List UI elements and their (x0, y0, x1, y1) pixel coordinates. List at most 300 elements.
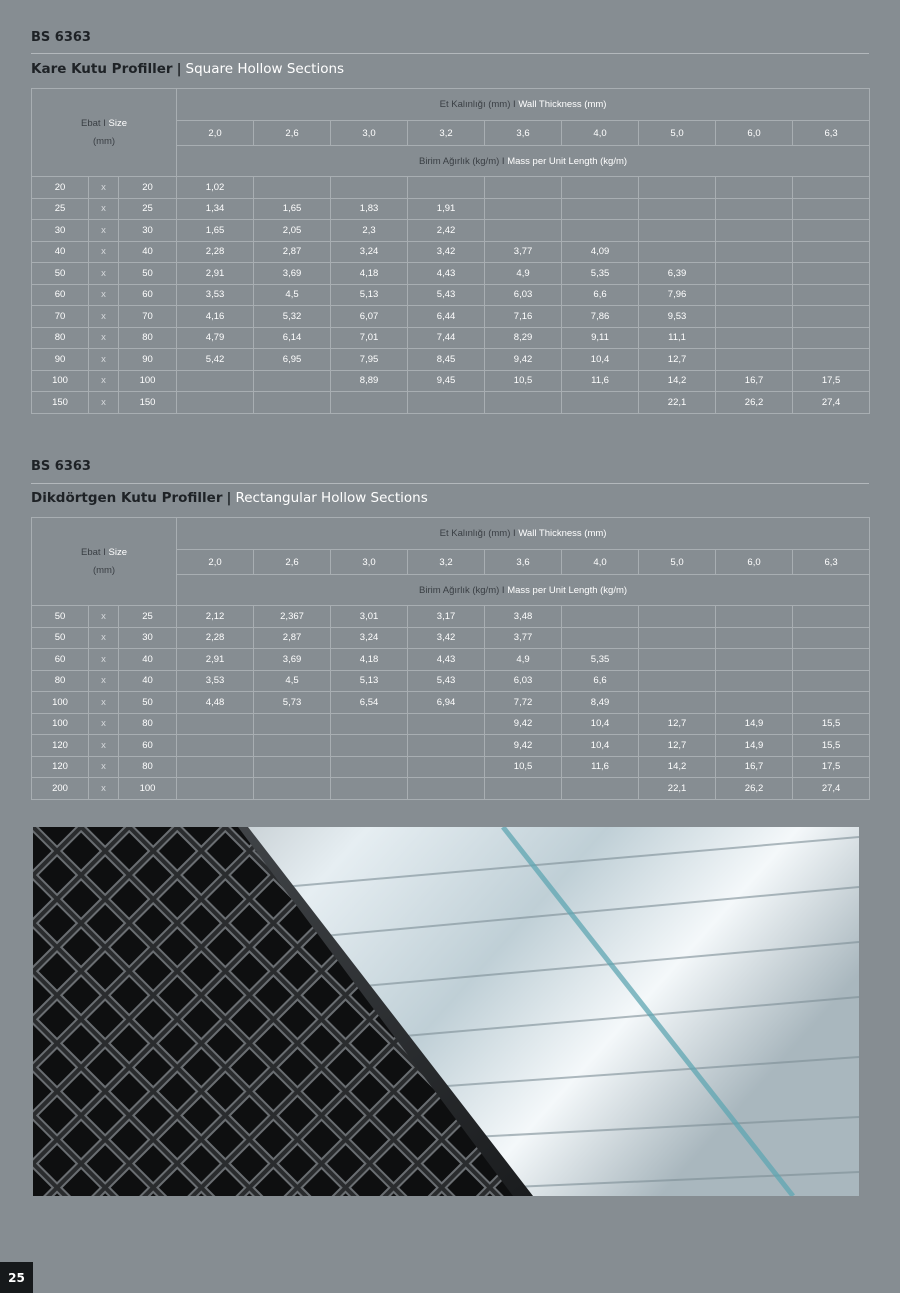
mass-value-cell: 2,28 (177, 627, 254, 649)
rect-thickness-header: 3,2 (408, 550, 485, 575)
mass-value-cell: 4,18 (331, 649, 408, 671)
rect-thickness-header: 4,0 (562, 550, 639, 575)
size-a-cell: 80 (32, 670, 89, 692)
mass-value-cell (331, 713, 408, 735)
rect-title-separator: | (226, 490, 232, 506)
size-b-cell: 30 (119, 220, 177, 242)
rect-section-title (31, 490, 428, 506)
rect-title-en: Rectangular Hollow Sections (235, 490, 428, 506)
mass-value-cell: 6,44 (408, 306, 485, 328)
mass-value-cell (793, 606, 870, 628)
mass-value-cell: 3,24 (331, 241, 408, 263)
square-thickness-header: 6,0 (716, 121, 793, 146)
mass-value-cell (485, 220, 562, 242)
size-b-cell: 25 (119, 198, 177, 220)
rect-size-header: Ebat I Size (mm) (32, 518, 177, 606)
mass-value-cell (793, 220, 870, 242)
mass-value-cell (331, 735, 408, 757)
size-b-cell: 60 (119, 284, 177, 306)
mass-value-cell: 2,05 (254, 220, 331, 242)
size-b-cell: 90 (119, 349, 177, 371)
table-row (32, 606, 870, 628)
mass-value-cell: 17,5 (793, 756, 870, 778)
mass-value-cell: 6,07 (331, 306, 408, 328)
mass-value-cell (408, 756, 485, 778)
mass-value-cell: 5,13 (331, 284, 408, 306)
mass-value-cell: 1,91 (408, 198, 485, 220)
size-x-cell: x (89, 627, 119, 649)
mass-value-cell: 1,34 (177, 198, 254, 220)
mass-value-cell: 22,1 (639, 392, 716, 414)
mass-value-cell: 26,2 (716, 778, 793, 800)
mass-value-cell: 7,44 (408, 327, 485, 349)
size-a-cell: 50 (32, 606, 89, 628)
mass-value-cell (716, 263, 793, 285)
mass-value-cell: 3,17 (408, 606, 485, 628)
mass-value-cell (331, 756, 408, 778)
mass-value-cell: 11,6 (562, 370, 639, 392)
mass-value-cell: 7,16 (485, 306, 562, 328)
mass-value-cell: 3,77 (485, 241, 562, 263)
size-b-cell: 70 (119, 306, 177, 328)
table-row (32, 220, 870, 242)
square-thickness-header: 2,0 (177, 121, 254, 146)
mass-value-cell: 1,02 (177, 177, 254, 199)
mass-value-cell: 2,367 (254, 606, 331, 628)
mass-value-cell: 27,4 (793, 778, 870, 800)
mass-value-cell: 10,5 (485, 370, 562, 392)
size-x-cell: x (89, 370, 119, 392)
table-row (32, 649, 870, 671)
mass-value-cell: 6,39 (639, 263, 716, 285)
size-b-cell: 50 (119, 263, 177, 285)
size-a-cell: 60 (32, 284, 89, 306)
mass-value-cell (562, 627, 639, 649)
mass-value-cell: 2,42 (408, 220, 485, 242)
mass-value-cell (485, 198, 562, 220)
mass-value-cell: 4,43 (408, 649, 485, 671)
mass-value-cell: 4,43 (408, 263, 485, 285)
mass-value-cell: 4,79 (177, 327, 254, 349)
mass-value-cell: 5,43 (408, 284, 485, 306)
mass-value-cell: 14,2 (639, 370, 716, 392)
size-b-cell: 80 (119, 713, 177, 735)
mass-value-cell (716, 284, 793, 306)
size-b-cell: 30 (119, 627, 177, 649)
size-x-cell: x (89, 670, 119, 692)
mass-value-cell: 7,86 (562, 306, 639, 328)
mass-value-cell (485, 392, 562, 414)
mass-value-cell: 22,1 (639, 778, 716, 800)
mass-value-cell: 7,72 (485, 692, 562, 714)
square-thickness-header: 2,6 (254, 121, 331, 146)
size-a-cell: 25 (32, 198, 89, 220)
mass-value-cell (639, 692, 716, 714)
mass-value-cell: 6,6 (562, 670, 639, 692)
size-x-cell: x (89, 392, 119, 414)
mass-value-cell (639, 606, 716, 628)
mass-value-cell: 9,11 (562, 327, 639, 349)
square-title-separator: | (176, 61, 182, 77)
mass-value-cell: 5,32 (254, 306, 331, 328)
mass-value-cell: 12,7 (639, 713, 716, 735)
square-wall-thickness-header: Et Kalınlığı (mm) I Wall Thickness (mm) (177, 89, 870, 121)
square-thickness-header: 3,0 (331, 121, 408, 146)
rect-divider (31, 483, 869, 484)
rect-table (31, 517, 870, 800)
size-x-cell: x (89, 692, 119, 714)
mass-value-cell (716, 670, 793, 692)
size-b-cell: 100 (119, 370, 177, 392)
size-x-cell: x (89, 649, 119, 671)
mass-value-cell: 2,3 (331, 220, 408, 242)
mass-value-cell: 1,83 (331, 198, 408, 220)
mass-value-cell: 14,2 (639, 756, 716, 778)
mass-value-cell: 8,49 (562, 692, 639, 714)
mass-value-cell: 1,65 (177, 220, 254, 242)
mass-value-cell: 7,01 (331, 327, 408, 349)
mass-value-cell: 1,65 (254, 198, 331, 220)
mass-value-cell: 10,4 (562, 713, 639, 735)
mass-value-cell (639, 177, 716, 199)
size-x-cell: x (89, 327, 119, 349)
rect-thickness-header: 2,6 (254, 550, 331, 575)
mass-value-cell (408, 392, 485, 414)
table-row (32, 692, 870, 714)
mass-value-cell: 4,09 (562, 241, 639, 263)
table-row (32, 756, 870, 778)
mass-value-cell: 3,24 (331, 627, 408, 649)
mass-value-cell: 11,1 (639, 327, 716, 349)
rect-title-tr: Dikdörtgen Kutu Profiller (31, 490, 223, 506)
size-a-cell: 100 (32, 713, 89, 735)
mass-value-cell (408, 177, 485, 199)
size-b-cell: 80 (119, 327, 177, 349)
size-a-cell: 90 (32, 349, 89, 371)
table-row (32, 713, 870, 735)
mass-value-cell (562, 198, 639, 220)
mass-value-cell: 5,42 (177, 349, 254, 371)
mass-value-cell (716, 349, 793, 371)
mass-value-cell: 5,43 (408, 670, 485, 692)
mass-value-cell: 16,7 (716, 756, 793, 778)
mass-value-cell (716, 692, 793, 714)
steel-tubes-illustration (33, 827, 859, 1196)
rect-standard-label: BS 6363 (31, 459, 91, 474)
mass-value-cell (254, 370, 331, 392)
mass-value-cell (485, 778, 562, 800)
size-a-cell: 120 (32, 756, 89, 778)
mass-value-cell: 3,48 (485, 606, 562, 628)
mass-value-cell (716, 177, 793, 199)
size-b-cell: 60 (119, 735, 177, 757)
size-a-cell: 40 (32, 241, 89, 263)
mass-value-cell: 4,9 (485, 649, 562, 671)
square-title-en: Square Hollow Sections (185, 61, 345, 77)
mass-value-cell (639, 627, 716, 649)
mass-value-cell: 9,42 (485, 349, 562, 371)
size-b-cell: 100 (119, 778, 177, 800)
mass-value-cell: 4,18 (331, 263, 408, 285)
size-x-cell: x (89, 349, 119, 371)
mass-value-cell (177, 370, 254, 392)
size-x-cell: x (89, 198, 119, 220)
mass-value-cell (793, 627, 870, 649)
page-number: 25 (0, 1262, 33, 1293)
mass-value-cell (331, 177, 408, 199)
table-row (32, 263, 870, 285)
mass-value-cell: 5,35 (562, 263, 639, 285)
mass-value-cell (639, 670, 716, 692)
mass-value-cell (408, 735, 485, 757)
size-x-cell: x (89, 756, 119, 778)
mass-value-cell (562, 778, 639, 800)
size-x-cell: x (89, 735, 119, 757)
mass-value-cell: 16,7 (716, 370, 793, 392)
mass-value-cell (254, 177, 331, 199)
rect-thickness-header: 3,6 (485, 550, 562, 575)
mass-value-cell: 4,48 (177, 692, 254, 714)
size-x-cell: x (89, 713, 119, 735)
table-row (32, 670, 870, 692)
size-b-cell: 80 (119, 756, 177, 778)
square-thickness-header: 3,6 (485, 121, 562, 146)
mass-value-cell (716, 220, 793, 242)
mass-value-cell (716, 241, 793, 263)
rect-thickness-header: 5,0 (639, 550, 716, 575)
mass-value-cell (177, 735, 254, 757)
size-x-cell: x (89, 284, 119, 306)
table-row (32, 370, 870, 392)
mass-value-cell (562, 220, 639, 242)
rect-wall-thickness-header: Et Kalınlığı (mm) I Wall Thickness (mm) (177, 518, 870, 550)
mass-value-cell (793, 327, 870, 349)
size-x-cell: x (89, 177, 119, 199)
mass-value-cell: 8,89 (331, 370, 408, 392)
mass-value-cell: 4,9 (485, 263, 562, 285)
mass-value-cell (793, 649, 870, 671)
table-row (32, 627, 870, 649)
table-row (32, 198, 870, 220)
size-b-cell: 40 (119, 649, 177, 671)
mass-value-cell: 5,73 (254, 692, 331, 714)
mass-value-cell (177, 778, 254, 800)
mass-value-cell (716, 606, 793, 628)
mass-value-cell (331, 778, 408, 800)
mass-value-cell (793, 349, 870, 371)
mass-value-cell: 2,91 (177, 263, 254, 285)
size-x-cell: x (89, 606, 119, 628)
mass-value-cell (562, 606, 639, 628)
mass-value-cell: 9,42 (485, 713, 562, 735)
mass-value-cell: 12,7 (639, 349, 716, 371)
mass-value-cell (716, 198, 793, 220)
square-divider (31, 53, 869, 54)
mass-value-cell: 4,5 (254, 284, 331, 306)
mass-value-cell: 6,14 (254, 327, 331, 349)
size-x-cell: x (89, 778, 119, 800)
mass-value-cell (793, 670, 870, 692)
mass-value-cell: 15,5 (793, 735, 870, 757)
size-a-cell: 60 (32, 649, 89, 671)
mass-value-cell (254, 735, 331, 757)
size-a-cell: 100 (32, 692, 89, 714)
mass-value-cell (331, 392, 408, 414)
mass-value-cell: 3,53 (177, 670, 254, 692)
mass-value-cell (716, 306, 793, 328)
mass-value-cell (793, 284, 870, 306)
mass-value-cell: 3,01 (331, 606, 408, 628)
mass-value-cell: 2,87 (254, 241, 331, 263)
mass-value-cell: 27,4 (793, 392, 870, 414)
mass-value-cell (793, 241, 870, 263)
mass-value-cell: 10,5 (485, 756, 562, 778)
size-b-cell: 20 (119, 177, 177, 199)
mass-value-cell: 10,4 (562, 349, 639, 371)
mass-value-cell: 5,35 (562, 649, 639, 671)
square-thickness-header: 4,0 (562, 121, 639, 146)
rect-thickness-header: 2,0 (177, 550, 254, 575)
mass-value-cell: 9,42 (485, 735, 562, 757)
mass-value-cell: 6,95 (254, 349, 331, 371)
mass-value-cell: 15,5 (793, 713, 870, 735)
size-a-cell: 80 (32, 327, 89, 349)
mass-value-cell (485, 177, 562, 199)
mass-value-cell: 14,9 (716, 713, 793, 735)
mass-value-cell: 4,16 (177, 306, 254, 328)
table-row (32, 778, 870, 800)
size-x-cell: x (89, 263, 119, 285)
mass-value-cell: 6,03 (485, 670, 562, 692)
mass-value-cell (793, 306, 870, 328)
size-x-cell: x (89, 241, 119, 263)
mass-value-cell (716, 649, 793, 671)
size-a-cell: 70 (32, 306, 89, 328)
mass-value-cell (177, 713, 254, 735)
square-section-title (31, 61, 344, 77)
mass-value-cell (716, 627, 793, 649)
mass-value-cell: 12,7 (639, 735, 716, 757)
mass-value-cell (639, 241, 716, 263)
size-a-cell: 50 (32, 627, 89, 649)
mass-value-cell (793, 198, 870, 220)
mass-value-cell: 3,77 (485, 627, 562, 649)
square-thickness-header: 6,3 (793, 121, 870, 146)
mass-value-cell: 6,94 (408, 692, 485, 714)
mass-value-cell (562, 392, 639, 414)
size-a-cell: 50 (32, 263, 89, 285)
size-a-cell: 150 (32, 392, 89, 414)
size-b-cell: 150 (119, 392, 177, 414)
size-a-cell: 30 (32, 220, 89, 242)
mass-value-cell (639, 198, 716, 220)
square-size-header: Ebat I Size (mm) (32, 89, 177, 177)
mass-value-cell: 3,42 (408, 241, 485, 263)
square-title-tr: Kare Kutu Profiller (31, 61, 173, 77)
mass-value-cell: 8,45 (408, 349, 485, 371)
mass-value-cell: 14,9 (716, 735, 793, 757)
mass-value-cell (177, 756, 254, 778)
size-a-cell: 200 (32, 778, 89, 800)
square-thickness-header: 5,0 (639, 121, 716, 146)
mass-value-cell: 26,2 (716, 392, 793, 414)
table-row (32, 735, 870, 757)
size-a-cell: 120 (32, 735, 89, 757)
size-b-cell: 40 (119, 670, 177, 692)
mass-value-cell (408, 778, 485, 800)
table-row (32, 241, 870, 263)
steel-tubes-photo (33, 827, 859, 1196)
square-table (31, 88, 870, 414)
mass-value-cell: 3,53 (177, 284, 254, 306)
mass-value-cell: 10,4 (562, 735, 639, 757)
mass-value-cell: 17,5 (793, 370, 870, 392)
mass-value-cell: 3,69 (254, 263, 331, 285)
mass-value-cell: 6,54 (331, 692, 408, 714)
mass-value-cell (639, 649, 716, 671)
table-row (32, 284, 870, 306)
square-standard-label: BS 6363 (31, 30, 91, 45)
mass-value-cell (408, 713, 485, 735)
mass-value-cell: 2,87 (254, 627, 331, 649)
mass-value-cell (177, 392, 254, 414)
size-b-cell: 50 (119, 692, 177, 714)
square-mass-header: Birim Ağırlık (kg/m) I Mass per Unit Length (kg/m) (177, 146, 870, 177)
mass-value-cell (716, 327, 793, 349)
square-thickness-header: 3,2 (408, 121, 485, 146)
mass-value-cell (639, 220, 716, 242)
rect-mass-header: Birim Ağırlık (kg/m) I Mass per Unit Length (kg/m) (177, 575, 870, 606)
mass-value-cell: 7,95 (331, 349, 408, 371)
mass-value-cell: 9,53 (639, 306, 716, 328)
rect-thickness-header: 6,3 (793, 550, 870, 575)
mass-value-cell: 6,6 (562, 284, 639, 306)
rect-thickness-header: 6,0 (716, 550, 793, 575)
mass-value-cell (793, 263, 870, 285)
mass-value-cell: 3,42 (408, 627, 485, 649)
table-row (32, 392, 870, 414)
mass-value-cell: 7,96 (639, 284, 716, 306)
rect-thickness-header: 3,0 (331, 550, 408, 575)
mass-value-cell: 8,29 (485, 327, 562, 349)
size-a-cell: 20 (32, 177, 89, 199)
size-x-cell: x (89, 306, 119, 328)
mass-value-cell (254, 756, 331, 778)
mass-value-cell (562, 177, 639, 199)
mass-value-cell: 11,6 (562, 756, 639, 778)
size-x-cell: x (89, 220, 119, 242)
mass-value-cell: 5,13 (331, 670, 408, 692)
mass-value-cell: 9,45 (408, 370, 485, 392)
mass-value-cell: 6,03 (485, 284, 562, 306)
mass-value-cell (254, 778, 331, 800)
mass-value-cell: 3,69 (254, 649, 331, 671)
mass-value-cell (254, 713, 331, 735)
size-b-cell: 25 (119, 606, 177, 628)
table-row (32, 177, 870, 199)
mass-value-cell (793, 177, 870, 199)
size-a-cell: 100 (32, 370, 89, 392)
mass-value-cell: 2,28 (177, 241, 254, 263)
mass-value-cell: 4,5 (254, 670, 331, 692)
size-b-cell: 40 (119, 241, 177, 263)
table-row (32, 306, 870, 328)
table-row (32, 327, 870, 349)
mass-value-cell: 2,12 (177, 606, 254, 628)
mass-value-cell: 2,91 (177, 649, 254, 671)
mass-value-cell (254, 392, 331, 414)
table-row (32, 349, 870, 371)
